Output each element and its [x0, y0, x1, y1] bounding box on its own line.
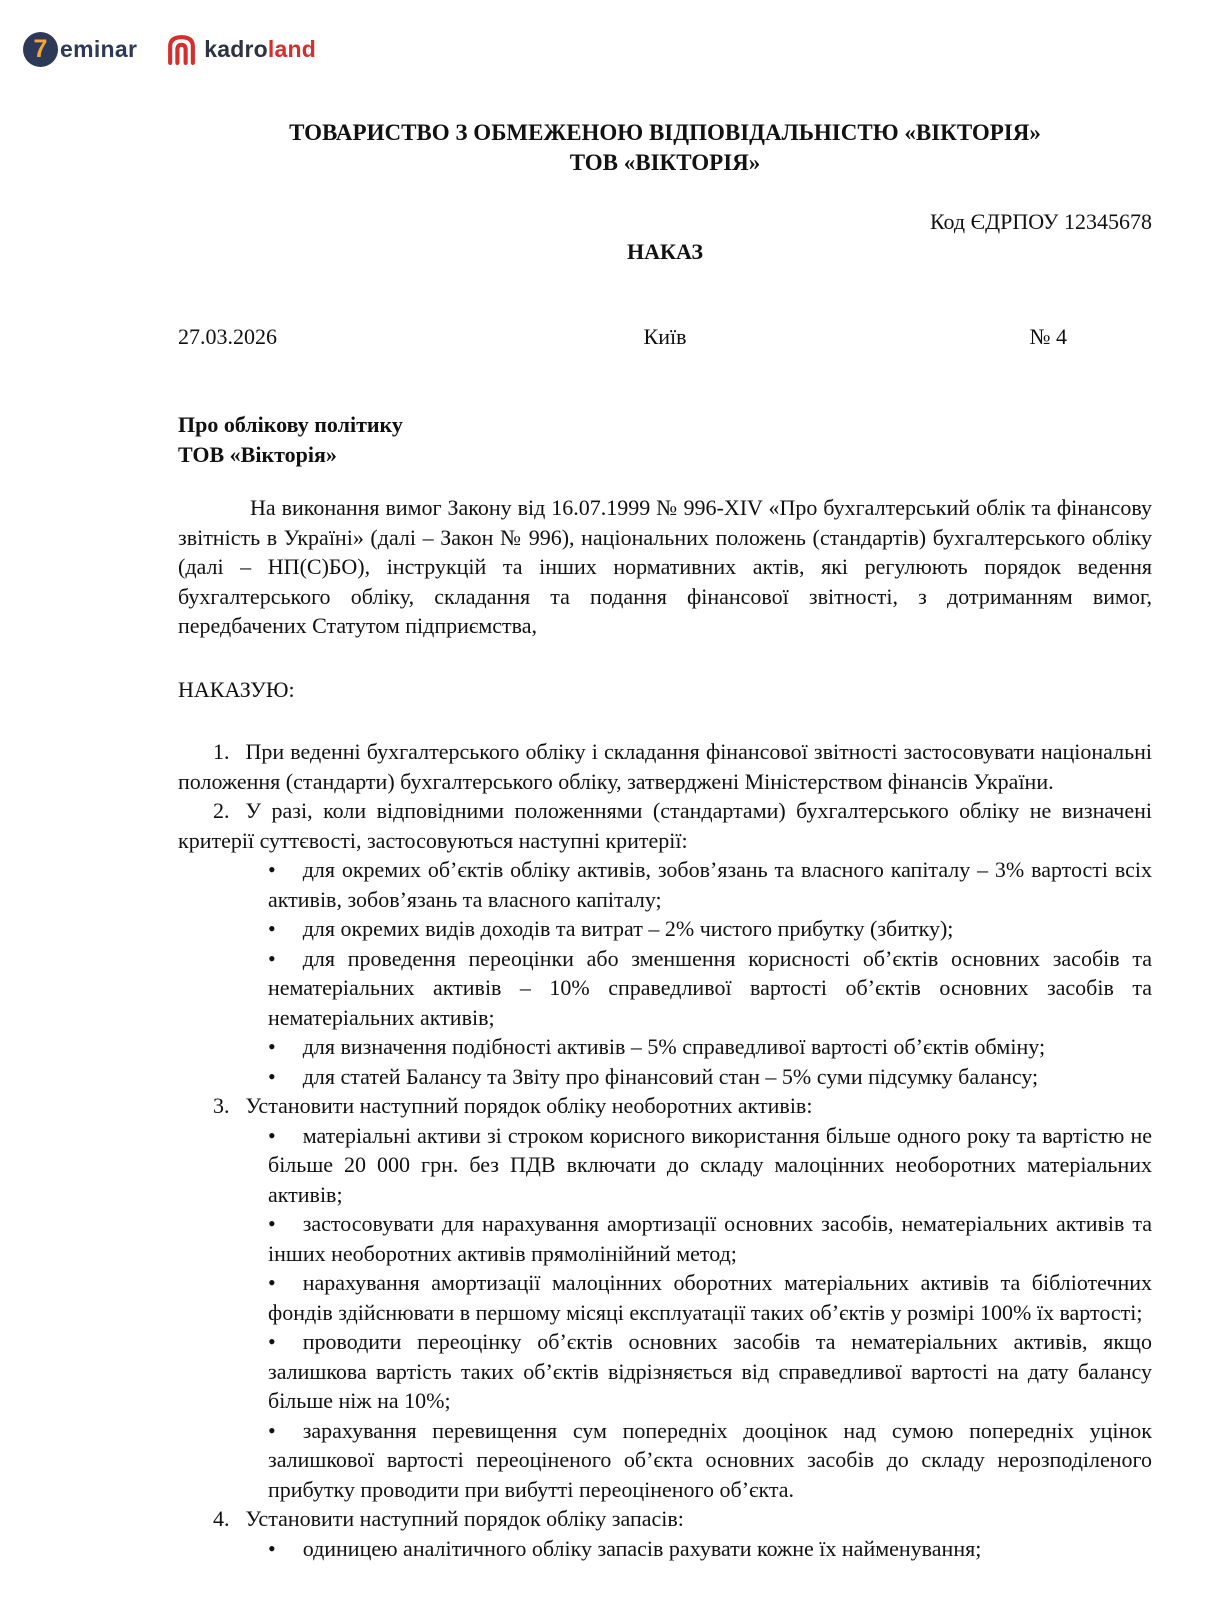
- kadroland-wordmark: kadroland: [204, 36, 316, 62]
- item-number: 1.: [213, 739, 230, 764]
- doc-type-heading: НАКАЗ: [627, 238, 703, 264]
- doc-city: Київ: [643, 324, 687, 349]
- bullet-text: для визначення подібності активів – 5% справедливої вартості об’єктів обміну;: [302, 1034, 1046, 1059]
- company-title-line1: ТОВАРИСТВО З ОБМЕЖЕНОЮ ВІДПОВІДАЛЬНІСТЮ «ВІКТОРІЯ»: [289, 120, 1041, 145]
- item-text: Установити наступний порядок обліку необоротних активів:: [245, 1093, 813, 1118]
- item-number: 2.: [213, 798, 230, 823]
- 7eminar-icon-digit: 7: [33, 35, 48, 63]
- order-items: [178, 737, 1152, 1563]
- bullet-marker: •: [268, 1063, 276, 1089]
- bullet-marker: •: [268, 1535, 276, 1561]
- bullet-text: для окремих видів доходів та витрат – 2% чистого прибутку (збитку);: [302, 916, 954, 941]
- bullet-item: [268, 914, 1152, 944]
- bullet-text: нарахування амортизації малоцінних оборотних матеріальних активів та бібліотечних фондів здійснювати в першому місяці експлуатації таких об’єктів у розмірі 100% їх вартості;: [268, 1270, 1152, 1325]
- company-title: [178, 118, 1152, 178]
- bullet-text: застосовувати для нарахування амортизації основних засобів, нематеріальних активів та інших необоротних активів прямолінійний метод;: [268, 1211, 1152, 1266]
- bullet-item: [268, 1121, 1152, 1210]
- bullet-text: для окремих об’єктів обліку активів, зобов’язань та власного капіталу – 3% вартості всіх активів, зобов’язань та власного капіталу;: [268, 857, 1152, 912]
- item-text: При веденні бухгалтерського обліку і складання фінансової звітності застосовувати національні положення (стандарти) бухгалтерського обліку, затверджені Міністерством фінансів України.: [178, 739, 1152, 794]
- bullet-item: [268, 1032, 1152, 1062]
- bullet-marker: •: [268, 1270, 276, 1295]
- doc-date: 27.03.2026: [178, 324, 277, 349]
- bullet-marker: •: [268, 1034, 276, 1059]
- logo-7eminar: [23, 32, 137, 67]
- date-row: [178, 322, 1152, 352]
- preamble-paragraph: На виконання вимог Закону від 16.07.1999 № 996-XIV «Про бухгалтерський облік та фінансову звітність в Україні» (далі – Закон № 996), національних положень (стандартів) бухгалтерського обліку (далі – НП(С)БО), інструкцій та інших нормативних актів, які регулюють порядок ведення бухгалтерського обліку, складання та подання фінансової звітності, з дотриманням вимог, передбачених Статутом підприємства,: [178, 495, 1152, 638]
- bullet-text: проводити переоцінку об’єктів основних засобів та нематеріальних активів, якщо залишкова вартість таких об’єктів відрізняється від справедливої вартості на дату балансу більше ніж на 10%;: [268, 1329, 1152, 1413]
- order-item: [178, 1091, 1152, 1121]
- subject-line2: ТОВ «Вікторія»: [178, 441, 337, 467]
- bullet-text: зарахування перевищення сум попередніх дооцінок над сумою попередніх уцінок залишкової вартості переоціненого об’єкта основних засобів до складу нерозподіленого прибутку проводити при вибутті переоціненого об’єкта.: [268, 1417, 1152, 1502]
- order-item: [178, 737, 1152, 796]
- bullet-marker: •: [268, 1417, 276, 1443]
- subject-line1: Про облікову політику: [178, 412, 403, 437]
- bullet-item: [268, 1416, 1152, 1505]
- bullet-marker: •: [268, 945, 276, 971]
- bullet-item: [268, 1327, 1152, 1416]
- item-number: 3.: [213, 1093, 230, 1118]
- bullet-marker: •: [268, 916, 276, 941]
- order-item: [178, 1504, 1152, 1534]
- bullet-item: [268, 1268, 1152, 1327]
- item-number: 4.: [213, 1506, 230, 1531]
- 7eminar-icon: [23, 32, 58, 67]
- order-item: [178, 796, 1152, 855]
- bullet-marker: •: [268, 1329, 276, 1354]
- kadroland-icon: [165, 33, 198, 66]
- header-logos: [23, 32, 316, 67]
- item-text: Установити наступний порядок обліку запасів:: [245, 1506, 684, 1531]
- bullet-text: для статей Балансу та Звіту про фінансовий стан – 5% суми підсумку балансу;: [302, 1063, 1039, 1089]
- bullet-item: [268, 855, 1152, 914]
- doc-number: № 4: [1029, 324, 1067, 349]
- edrpou-code: Код ЄДРПОУ 12345678: [929, 209, 1152, 234]
- bullet-item: [268, 1209, 1152, 1268]
- item-text: У разі, коли відповідними положеннями (стандартами) бухгалтерського обліку не визначені критерії суттєвості, застосовуються наступні критерії:: [178, 798, 1152, 853]
- subject-block: [178, 410, 1152, 469]
- bullet-text: для проведення переоцінки або зменшення корисності об’єктів основних засобів та нематеріальних активів – 10% справедливої вартості об’єктів основних засобів та нематеріальних активів;: [268, 945, 1152, 1030]
- bullet-text: одиницею аналітичного обліку запасів рахувати кожне їх найменування;: [302, 1535, 982, 1561]
- bullet-item: [268, 1534, 1152, 1564]
- bullet-marker: •: [268, 1211, 276, 1236]
- bullet-item: [268, 944, 1152, 1033]
- logo-kadroland: [165, 33, 316, 66]
- bullet-marker: •: [268, 1122, 276, 1148]
- 7eminar-wordmark: eminar: [60, 36, 138, 62]
- company-title-line2: ТОВ «ВІКТОРІЯ»: [569, 150, 761, 175]
- bullet-text: матеріальні активи зі строком корисного використання більше одного року та вартістю не більше 20 000 грн. без ПДВ включати до складу малоцінних необоротних матеріальних активів;: [268, 1122, 1152, 1207]
- bullet-item: [268, 1062, 1152, 1092]
- bullet-marker: •: [268, 857, 276, 882]
- order-word: НАКАЗУЮ:: [178, 676, 295, 702]
